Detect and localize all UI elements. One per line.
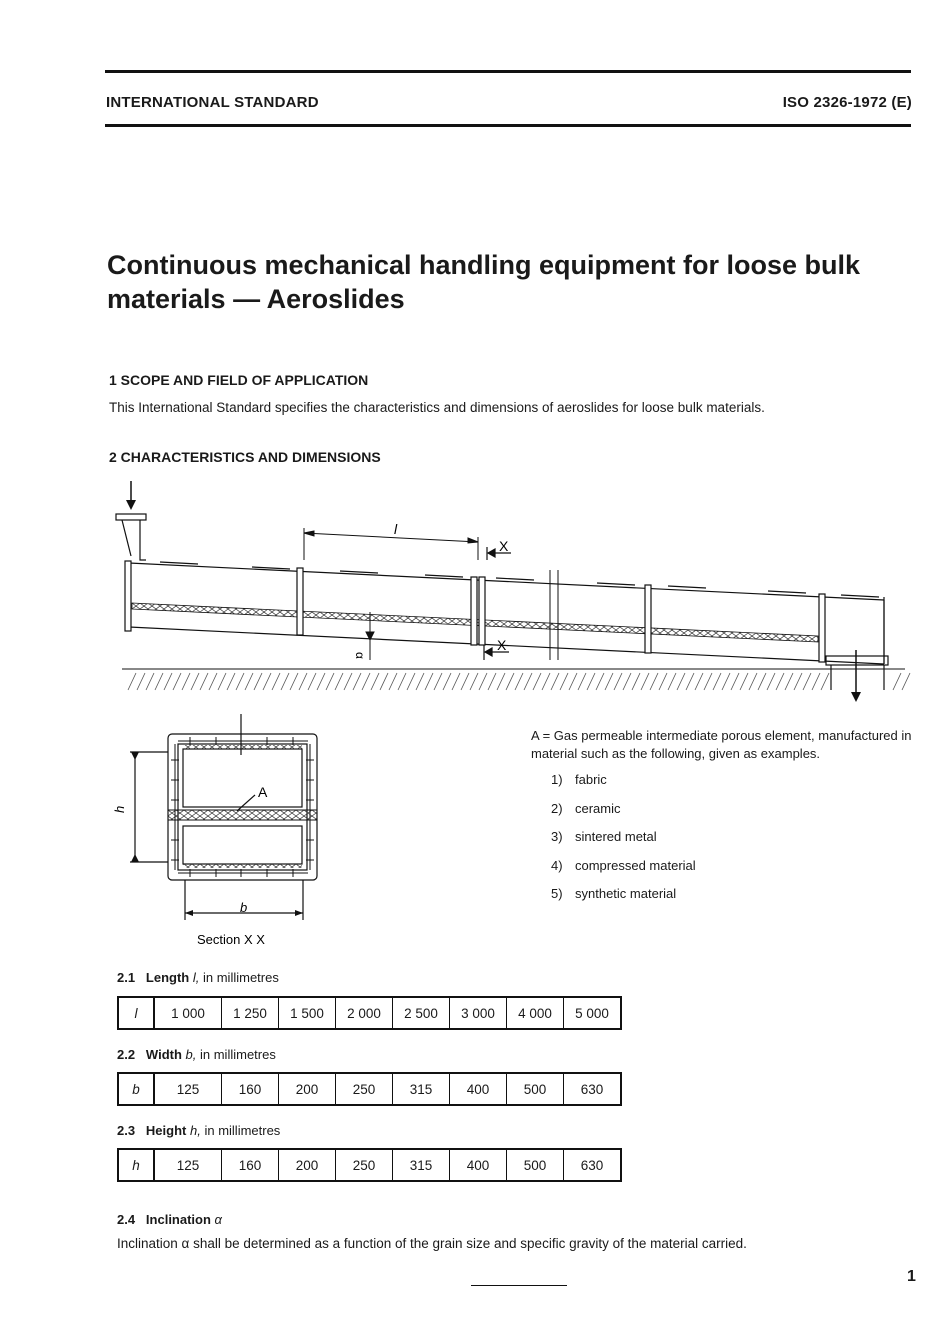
table-cell: 2 500 xyxy=(393,997,450,1029)
table-cell: 500 xyxy=(507,1149,564,1181)
table-cell: 630 xyxy=(564,1149,622,1181)
length-table xyxy=(117,996,622,1030)
table-cell: 125 xyxy=(154,1073,222,1105)
porous-element-section xyxy=(168,810,317,820)
width-table xyxy=(117,1072,622,1106)
table-cell: 400 xyxy=(450,1149,507,1181)
section-caption: Section X X xyxy=(197,932,265,947)
header-standard-number: ISO 2326-1972 (E) xyxy=(782,94,912,111)
table-cell: 400 xyxy=(450,1073,507,1105)
footer-rule xyxy=(471,1285,567,1286)
height-heading: 2.3 Height h, in millimetres xyxy=(117,1123,281,1138)
legend-item: 2) ceramic xyxy=(551,800,621,816)
legend xyxy=(531,727,916,914)
legend-item: 3) sintered metal xyxy=(551,829,657,844)
length-heading: 2.1 Length l, in millimetres xyxy=(117,970,279,985)
table-cell: 160 xyxy=(222,1149,279,1181)
table-cell: 125 xyxy=(154,1149,222,1181)
legend-item: 1) fabric xyxy=(551,772,607,787)
table-cell: 1 500 xyxy=(279,997,336,1029)
title-line-2: materials — Aeroslides xyxy=(107,284,405,314)
table-cell: 5 000 xyxy=(564,997,622,1029)
table-cell: 315 xyxy=(393,1073,450,1105)
alpha-label: α xyxy=(353,652,367,659)
table-cell: 1 250 xyxy=(222,997,279,1029)
lower-chamber xyxy=(183,826,302,864)
header-standard-label: INTERNATIONAL STANDARD xyxy=(106,94,319,111)
legend-intro: A = Gas permeable intermediate porous element, manufactured in material such as the following, given as examples. xyxy=(531,728,912,761)
section-x-bottom-label: X xyxy=(497,637,507,653)
height-table xyxy=(117,1148,622,1182)
label-b: b xyxy=(240,900,248,915)
title-line-1: Continuous mechanical handling equipment for loose bulk xyxy=(107,250,861,280)
table-cell: 200 xyxy=(279,1073,336,1105)
inclination-heading: 2.4 Inclination α xyxy=(117,1212,222,1227)
table-cell: 630 xyxy=(564,1073,622,1105)
length-symbol-cell: l xyxy=(118,997,154,1029)
table-cell: 500 xyxy=(507,1073,564,1105)
upper-chamber xyxy=(183,749,302,807)
section-1-text: This International Standard specifies the characteristics and dimensions of aeroslides for loose bulk materials. xyxy=(109,400,765,415)
label-a: A xyxy=(258,784,268,800)
table-row xyxy=(118,997,621,1029)
table-row xyxy=(118,1073,621,1105)
inclination-text: Inclination α shall be determined as a function of the grain size and specific gravity of the material carried. xyxy=(117,1236,747,1251)
legend-item: 5) synthetic material xyxy=(551,886,677,901)
table-cell: 3 000 xyxy=(450,997,507,1029)
legend-item: 4) compressed material xyxy=(551,857,696,873)
section-2-heading: 2 CHARACTERISTICS AND DIMENSIONS xyxy=(109,449,381,465)
label-h: h xyxy=(112,805,127,813)
table-cell: 250 xyxy=(336,1073,393,1105)
table-cell: 4 000 xyxy=(507,997,564,1029)
section-x-top-label: X xyxy=(499,538,509,554)
page-number: 1 xyxy=(907,1268,916,1285)
legend-list xyxy=(551,771,916,914)
table-cell: 1 000 xyxy=(154,997,222,1029)
section-1-heading: 1 SCOPE AND FIELD OF APPLICATION xyxy=(109,372,369,388)
table-cell: 315 xyxy=(393,1149,450,1181)
table-cell: 2 000 xyxy=(336,997,393,1029)
height-symbol-cell: h xyxy=(118,1149,154,1181)
length-l-label: l xyxy=(394,521,398,537)
width-heading: 2.2 Width b, in millimetres xyxy=(117,1047,276,1062)
table-cell: 160 xyxy=(222,1073,279,1105)
table-row xyxy=(118,1149,621,1181)
width-symbol-cell: b xyxy=(118,1073,154,1105)
table-cell: 200 xyxy=(279,1149,336,1181)
table-cell: 250 xyxy=(336,1149,393,1181)
